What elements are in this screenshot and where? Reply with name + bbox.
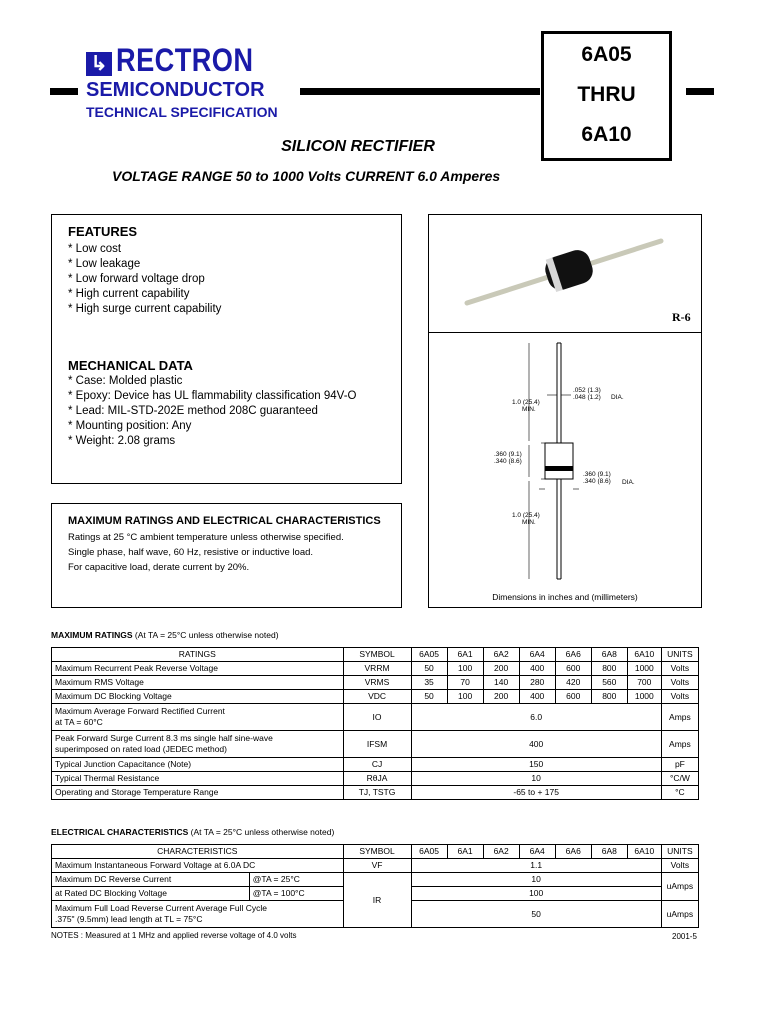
list-item: * Epoxy: Device has UL flammability classification 94V-O: [68, 390, 357, 402]
dim-text: MIN.: [522, 406, 536, 413]
dim-text: 1.0 (25.4): [512, 399, 540, 406]
cell: 150: [411, 758, 661, 772]
mechanical-list: [68, 374, 356, 449]
lead-dia-label: [573, 387, 601, 401]
row-label: at Rated DC Blocking Voltage: [52, 887, 250, 901]
cell: 1000: [627, 662, 661, 676]
dim-text: .048 (1.2): [573, 394, 601, 401]
cell: 700: [627, 676, 661, 690]
cell: 200: [483, 690, 519, 704]
row-unit: uAmps: [661, 873, 698, 901]
cell: 70: [447, 676, 483, 690]
header-cell: RATINGS: [52, 648, 344, 662]
cell: 50: [411, 690, 447, 704]
header-cell: 6A2: [483, 648, 519, 662]
note-line: For capacitive load, derate current by 20%.: [68, 562, 250, 573]
cell: -65 to + 175: [411, 786, 661, 800]
dim-text: MIN.: [522, 519, 536, 526]
header-cell: 6A8: [591, 648, 627, 662]
caption-bold: MAXIMUM RATINGS: [51, 630, 133, 640]
mechanical-heading: MECHANICAL DATA: [68, 358, 193, 373]
cell: 1000: [627, 690, 661, 704]
table-row: [52, 873, 699, 887]
header-cell: 6A4: [519, 648, 555, 662]
table-row: [52, 731, 699, 758]
header-cell: 6A05: [411, 845, 447, 859]
row-symbol: IFSM: [343, 731, 411, 758]
header-cell: 6A05: [411, 648, 447, 662]
header-cell: 6A8: [591, 845, 627, 859]
divider: [50, 88, 78, 95]
cell: 140: [483, 676, 519, 690]
list-item: * High current capability: [68, 288, 190, 300]
row-symbol: IO: [343, 704, 411, 731]
header-cell: 6A4: [519, 845, 555, 859]
list-item: * Lead: MIL-STD-202E method 208C guaranteed: [68, 405, 318, 417]
row-label: Maximum RMS Voltage: [52, 676, 344, 690]
row-unit: Amps: [661, 731, 698, 758]
list-item: * Low cost: [68, 243, 122, 255]
row-symbol: VDC: [343, 690, 411, 704]
row-unit: °C: [661, 786, 698, 800]
row-label: Maximum Recurrent Peak Reverse Voltage: [52, 662, 344, 676]
row-label: Maximum Instantaneous Forward Voltage at 6.0A DC: [52, 859, 344, 873]
cell: 10: [411, 873, 661, 887]
notes: NOTES : Measured at 1 MHz and applied reverse voltage of 4.0 volts: [51, 931, 297, 940]
table-row: [52, 772, 699, 786]
list-item: * Low leakage: [68, 258, 141, 270]
dim-text: .360 (9.1): [583, 471, 611, 478]
body-dia-suffix: DIA.: [622, 479, 635, 486]
row-unit: Volts: [661, 859, 698, 873]
cell: 600: [555, 690, 591, 704]
table-row: [52, 704, 699, 731]
cell: 50: [411, 662, 447, 676]
lead-dia-suffix: DIA.: [611, 394, 624, 401]
logo-icon: ↳: [86, 52, 112, 76]
package-box: [428, 214, 702, 608]
caption-bold: ELECTRICAL CHARACTERISTICS: [51, 827, 189, 837]
elec-table: [51, 844, 699, 928]
row-unit: Amps: [661, 704, 698, 731]
dim-text: 1.0 (25.4): [512, 512, 540, 519]
cell: 400: [519, 662, 555, 676]
body-dia-label: [583, 471, 611, 485]
table-row: [52, 690, 699, 704]
row-unit: Volts: [661, 662, 698, 676]
divider: [686, 88, 714, 95]
table-row: [52, 662, 699, 676]
package-name: R-6: [672, 310, 691, 324]
list-item: * High surge current capability: [68, 303, 222, 315]
header-cell: 6A10: [627, 845, 661, 859]
ratings-note-heading: MAXIMUM RATINGS AND ELECTRICAL CHARACTERISTICS: [68, 515, 381, 527]
features-box: [51, 214, 402, 484]
row-label: Maximum DC Reverse Current: [52, 873, 250, 887]
dim-text: .052 (1.3): [573, 387, 601, 394]
dimension-caption: Dimensions in inches and (millimeters): [492, 592, 638, 602]
label-line: Peak Forward Surge Current 8.3 ms single half sine-wave: [55, 733, 273, 743]
cell: 100: [447, 690, 483, 704]
note-line: Single phase, half wave, 60 Hz, resistive or inductive load.: [68, 547, 314, 558]
header-cell: 6A1: [447, 845, 483, 859]
cell: 280: [519, 676, 555, 690]
cell: 100: [447, 662, 483, 676]
ratings-note-box: [51, 503, 402, 608]
dim-text: .360 (9.1): [494, 451, 522, 458]
diode-body: [542, 247, 596, 294]
header-cell: SYMBOL: [343, 648, 411, 662]
part-to: 6A10: [581, 123, 632, 146]
header-cell: 6A6: [555, 648, 591, 662]
header-cell: UNITS: [661, 648, 698, 662]
division-name: SEMICONDUCTOR: [86, 79, 265, 101]
cell: 10: [411, 772, 661, 786]
list-item: * Mounting position: Any: [68, 420, 192, 432]
diode-photo: [429, 215, 701, 333]
brand-name: RECTRON: [116, 42, 254, 78]
features-heading: FEATURES: [68, 224, 138, 239]
row-symbol: RθJA: [343, 772, 411, 786]
part-from: 6A05: [581, 43, 632, 66]
header-cell: 6A2: [483, 845, 519, 859]
note-line: Ratings at 25 °C ambient temperature unless otherwise specified.: [68, 532, 344, 543]
header-cell: 6A1: [447, 648, 483, 662]
cell: 400: [519, 690, 555, 704]
row-unit: Volts: [661, 676, 698, 690]
max-ratings-caption: [51, 630, 279, 640]
features-list: [68, 242, 221, 317]
row-symbol: CJ: [343, 758, 411, 772]
dim-text: .340 (8.6): [494, 458, 522, 465]
label-line: .375" (9.5mm) lead length at TL = 75°C: [55, 914, 203, 924]
row-condition: @TA = 100°C: [249, 887, 343, 901]
table-row: [52, 859, 699, 873]
table-header-row: [52, 648, 699, 662]
cell: 100: [411, 887, 661, 901]
cell: 1.1: [411, 859, 661, 873]
row-label: [52, 901, 344, 928]
row-symbol: VRMS: [343, 676, 411, 690]
row-symbol: TJ, TSTG: [343, 786, 411, 800]
row-label: Typical Junction Capacitance (Note): [52, 758, 344, 772]
header-cell: UNITS: [661, 845, 698, 859]
table-row: [52, 786, 699, 800]
body-length-label: [494, 451, 522, 465]
header-cell: 6A10: [627, 648, 661, 662]
cell: 560: [591, 676, 627, 690]
header-cell: SYMBOL: [343, 845, 411, 859]
caption-rest: (At TA = 25°C unless otherwise noted): [132, 630, 279, 640]
caption-rest: (At TA = 25°C unless otherwise noted): [188, 827, 335, 837]
table-header-row: [52, 845, 699, 859]
header-cell: 6A6: [555, 845, 591, 859]
page-subtitle: VOLTAGE RANGE 50 to 1000 Volts CURRENT 6.0 Amperes: [112, 168, 501, 184]
max-ratings-table: [51, 647, 699, 800]
row-symbol: VRRM: [343, 662, 411, 676]
label-line: Maximum Full Load Reverse Current Average Full Cycle: [55, 903, 267, 913]
divider: [300, 88, 540, 95]
row-label: [52, 704, 344, 731]
doc-code: 2001-5: [672, 932, 697, 941]
row-unit: pF: [661, 758, 698, 772]
cell: 200: [483, 662, 519, 676]
label-line: at TA = 60°C: [55, 717, 103, 727]
elec-caption: [51, 827, 334, 837]
list-item: * Weight: 2.08 grams: [68, 435, 176, 447]
label-line: superimposed on rated load (JEDEC method): [55, 744, 227, 754]
list-item: * Case: Molded plastic: [68, 375, 183, 387]
row-unit: Volts: [661, 690, 698, 704]
table-row: [52, 676, 699, 690]
row-unit: °C/W: [661, 772, 698, 786]
row-symbol: VF: [343, 859, 411, 873]
dim-text: .340 (8.6): [583, 478, 611, 485]
row-unit: uAmps: [661, 901, 698, 928]
row-symbol: IR: [343, 873, 411, 928]
lead-length-label: [512, 399, 540, 413]
part-thru: THRU: [577, 83, 636, 106]
row-label: Maximum DC Blocking Voltage: [52, 690, 344, 704]
header-cell: CHARACTERISTICS: [52, 845, 344, 859]
cell: 50: [411, 901, 661, 928]
list-item: * Low forward voltage drop: [68, 273, 205, 285]
cell: 800: [591, 690, 627, 704]
doc-type: TECHNICAL SPECIFICATION: [86, 104, 278, 120]
row-label: Operating and Storage Temperature Range: [52, 786, 344, 800]
row-label: [52, 731, 344, 758]
cell: 800: [591, 662, 627, 676]
page-title: SILICON RECTIFIER: [281, 138, 435, 155]
cell: 420: [555, 676, 591, 690]
cell: 400: [411, 731, 661, 758]
table-row: [52, 758, 699, 772]
ratings-note-text: [68, 530, 344, 575]
dimension-drawing: [429, 333, 701, 593]
row-label: Typical Thermal Resistance: [52, 772, 344, 786]
cell: 6.0: [411, 704, 661, 731]
row-condition: @TA = 25°C: [249, 873, 343, 887]
label-line: Maximum Average Forward Rectified Current: [55, 706, 225, 716]
lead-length-label-bottom: [512, 512, 540, 526]
cell: 35: [411, 676, 447, 690]
cell: 600: [555, 662, 591, 676]
